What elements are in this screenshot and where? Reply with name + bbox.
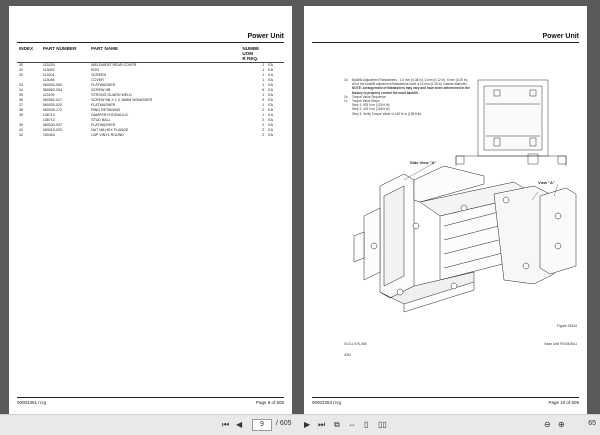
cell-qty: 2 (262, 108, 265, 112)
column-header-number-uom-line1: NUMBE UOM (242, 46, 260, 56)
column-header-blank (266, 46, 284, 63)
cell-qty: 1 (262, 68, 265, 72)
note-text: Step 3: Verify Torque Value of 415 N·m (155 ft lb) (352, 111, 422, 116)
left-page (9, 6, 292, 414)
cell-uom: EA (268, 133, 274, 137)
cell-index: 35 (19, 93, 23, 97)
footer-page-number: Page 10 of 605 (548, 400, 579, 405)
cell-part-number: 113053 (42, 68, 55, 72)
cell-part-number: 060019-020 (42, 128, 62, 132)
cell-index: 31 (19, 68, 23, 72)
cell-part-name: DAMPER HYDRAULIC (91, 113, 129, 117)
page-footer (312, 397, 579, 408)
cell-qty: 6 (262, 88, 265, 92)
cell-uom: EA (268, 123, 274, 127)
page-number-input[interactable]: 9 (252, 419, 272, 431)
cell-qty: 1 (262, 103, 265, 107)
cell-index: 32 (19, 73, 23, 77)
detail-view-top (456, 80, 566, 166)
page-header (17, 26, 284, 43)
last-page-icon[interactable]: ⏭ (318, 420, 326, 429)
page-total: / 605 (276, 420, 292, 427)
cell-qty: 1 (262, 73, 265, 77)
previous-page-icon[interactable]: ◀ (236, 420, 243, 429)
cell-uom: EA (268, 88, 274, 92)
cell-index: 40 (19, 128, 23, 132)
column-header-number-uom (240, 46, 266, 63)
cell-uom: EA (268, 108, 274, 112)
footer-doc-id: 00003353 rcrg (312, 400, 342, 405)
power-unit-drawing (344, 76, 584, 326)
cell-qty: 2 (262, 118, 265, 122)
cell-index: 39 (19, 113, 23, 117)
cell-part-name: ROD (91, 68, 100, 72)
cell-part-number: 136713 (42, 118, 55, 122)
cell-part-name: STRONG GUARD WELD (91, 93, 132, 97)
cell-part-name: STUD BALL (91, 118, 111, 122)
column-header-part-name: PART NAME (89, 46, 240, 63)
cell-uom: EA (268, 73, 274, 77)
figure-number: 430 (344, 352, 351, 357)
cell-uom: EA (268, 118, 274, 122)
cell-uom: EA (268, 63, 274, 67)
cell-part-name: CAP VINYL ROUND (91, 133, 124, 137)
two-page-icon[interactable]: ▯▯ (378, 420, 387, 429)
figure-code-right: Sean Unit FIG040641 (544, 342, 577, 346)
cell-index: 36 (19, 98, 23, 102)
page-footer (17, 397, 284, 408)
page-title: Power Unit (247, 33, 284, 40)
figure-code: GLO-L975-065 (344, 342, 367, 346)
note-text: All of the backfill adjustment flatwashers have a 16 mm (6.25 in) outside diameter. (352, 82, 468, 87)
cell-part-name: COVER (91, 78, 104, 82)
note-text: Step 1: 925 N·m (125 ft lb) (352, 103, 390, 108)
note-text: Torque Value Sequence (352, 94, 386, 99)
cell-index: 33 (19, 83, 23, 87)
cell-uom: EA (268, 113, 274, 117)
table-row (17, 133, 284, 138)
cell-index: 38 (19, 108, 23, 112)
cell-part-number: 060062-054 (42, 88, 62, 92)
cell-uom: EA (268, 68, 274, 72)
footer-page-number: Page 9 of 605 (255, 400, 284, 405)
figure-label: Figure 25344 (557, 324, 577, 328)
column-header-index: INDEX (17, 46, 41, 63)
right-page (304, 6, 587, 414)
zoom-in-icon[interactable]: ⊕ (558, 420, 565, 429)
cell-uom: EA (268, 83, 274, 87)
cell-part-name: FLATWASHER (91, 103, 116, 107)
cell-part-number: 150404 (42, 133, 55, 137)
cell-uom: EA (268, 93, 274, 97)
cell-part-name: FLATWASHER (91, 83, 116, 87)
note-text: Step 2: 415 N·m (155 ft lb) (352, 107, 390, 112)
cell-index: 42 (19, 133, 23, 137)
cell-uom: EA (268, 78, 274, 82)
cell-index: 37 (19, 103, 23, 107)
cell-index: 34 (19, 88, 23, 92)
note-number: 1b (344, 94, 348, 99)
page-title: Power Unit (542, 33, 579, 40)
note-number: 1c (344, 99, 348, 104)
cell-part-number: 060062-017 (42, 98, 62, 102)
cell-part-number: 060030-050 (42, 83, 62, 87)
cell-qty: 2 (262, 128, 265, 132)
viewer-toolbar (0, 414, 600, 435)
next-page-icon[interactable]: ▶ (304, 420, 311, 429)
cell-part-name: SCREW M6 X 1 X 16MM W/WASHER (91, 98, 153, 102)
cell-part-number: 060005-172 (42, 108, 62, 112)
cell-uom: EA (268, 103, 274, 107)
page-header (312, 26, 579, 43)
cell-uom: EA (268, 128, 274, 132)
first-page-icon[interactable]: ⏮ (222, 420, 230, 429)
cell-qty: 1 (262, 78, 265, 82)
cell-index: 39 (19, 123, 23, 127)
note-text: NOTE: Arrangement of flatwashers may vary and have been determined in the factory to properly control the mast backfill. (352, 86, 471, 95)
note-text: Torque Value Steps (352, 99, 380, 104)
view-label: View "A" (538, 180, 555, 185)
fit-page-icon[interactable]: ⧉ (334, 420, 340, 429)
zoom-level: 65 (588, 420, 596, 427)
footer-doc-id: 00003351 rcrg (17, 400, 47, 405)
cell-part-number: 113153 (42, 63, 55, 67)
table-header-row (17, 46, 284, 63)
cell-part-name: WELDMENT REAR COVER (91, 63, 137, 67)
cell-qty: 5 (262, 98, 265, 102)
cell-part-number: 113048 (42, 78, 55, 82)
cell-part-number: 113199 (42, 93, 55, 97)
column-header-part-number: PART NUMBER (41, 46, 89, 63)
cell-part-number: 136712 (42, 113, 55, 117)
cell-part-number: 060030-020 (42, 103, 62, 107)
cell-index: 30 (19, 63, 23, 67)
cell-qty: 1 (262, 93, 265, 97)
cell-qty: 2 (262, 133, 265, 137)
cell-part-name: SCREEN (91, 73, 107, 77)
cell-qty: 1 (262, 83, 265, 87)
side-view-label: Side View "A" (410, 160, 437, 165)
cell-part-number: 060030-037 (42, 123, 62, 127)
cell-qty: 2 (262, 123, 265, 127)
note-text: Backfill Adjustment Flatwashers - 1.0 mm (0.38 in), 3 mm (0.12 in), 6 mm (0.25 in) (352, 78, 468, 82)
fit-width-icon[interactable]: ⇔ (348, 420, 356, 429)
cell-qty: 1 (262, 63, 265, 67)
parts-table (17, 46, 284, 138)
cell-part-number: 113204 (42, 73, 55, 77)
note-number: 1d (344, 78, 348, 82)
cell-qty: 1 (262, 113, 265, 117)
cell-uom: EA (268, 98, 274, 102)
cell-part-name: FLATWASHER (91, 123, 116, 127)
cell-part-name: SCREW HB (91, 88, 111, 92)
view-a-detail (540, 188, 576, 274)
cell-part-name: NUT M8 HEX FLANGE (91, 128, 129, 132)
column-header-number-uom-line2: R REQ. (242, 56, 259, 61)
single-page-icon[interactable]: ▯ (364, 420, 369, 429)
cell-part-name: RING RETAINING (91, 108, 121, 112)
zoom-out-icon[interactable]: ⊖ (544, 420, 551, 429)
mast-assembly (354, 166, 554, 312)
